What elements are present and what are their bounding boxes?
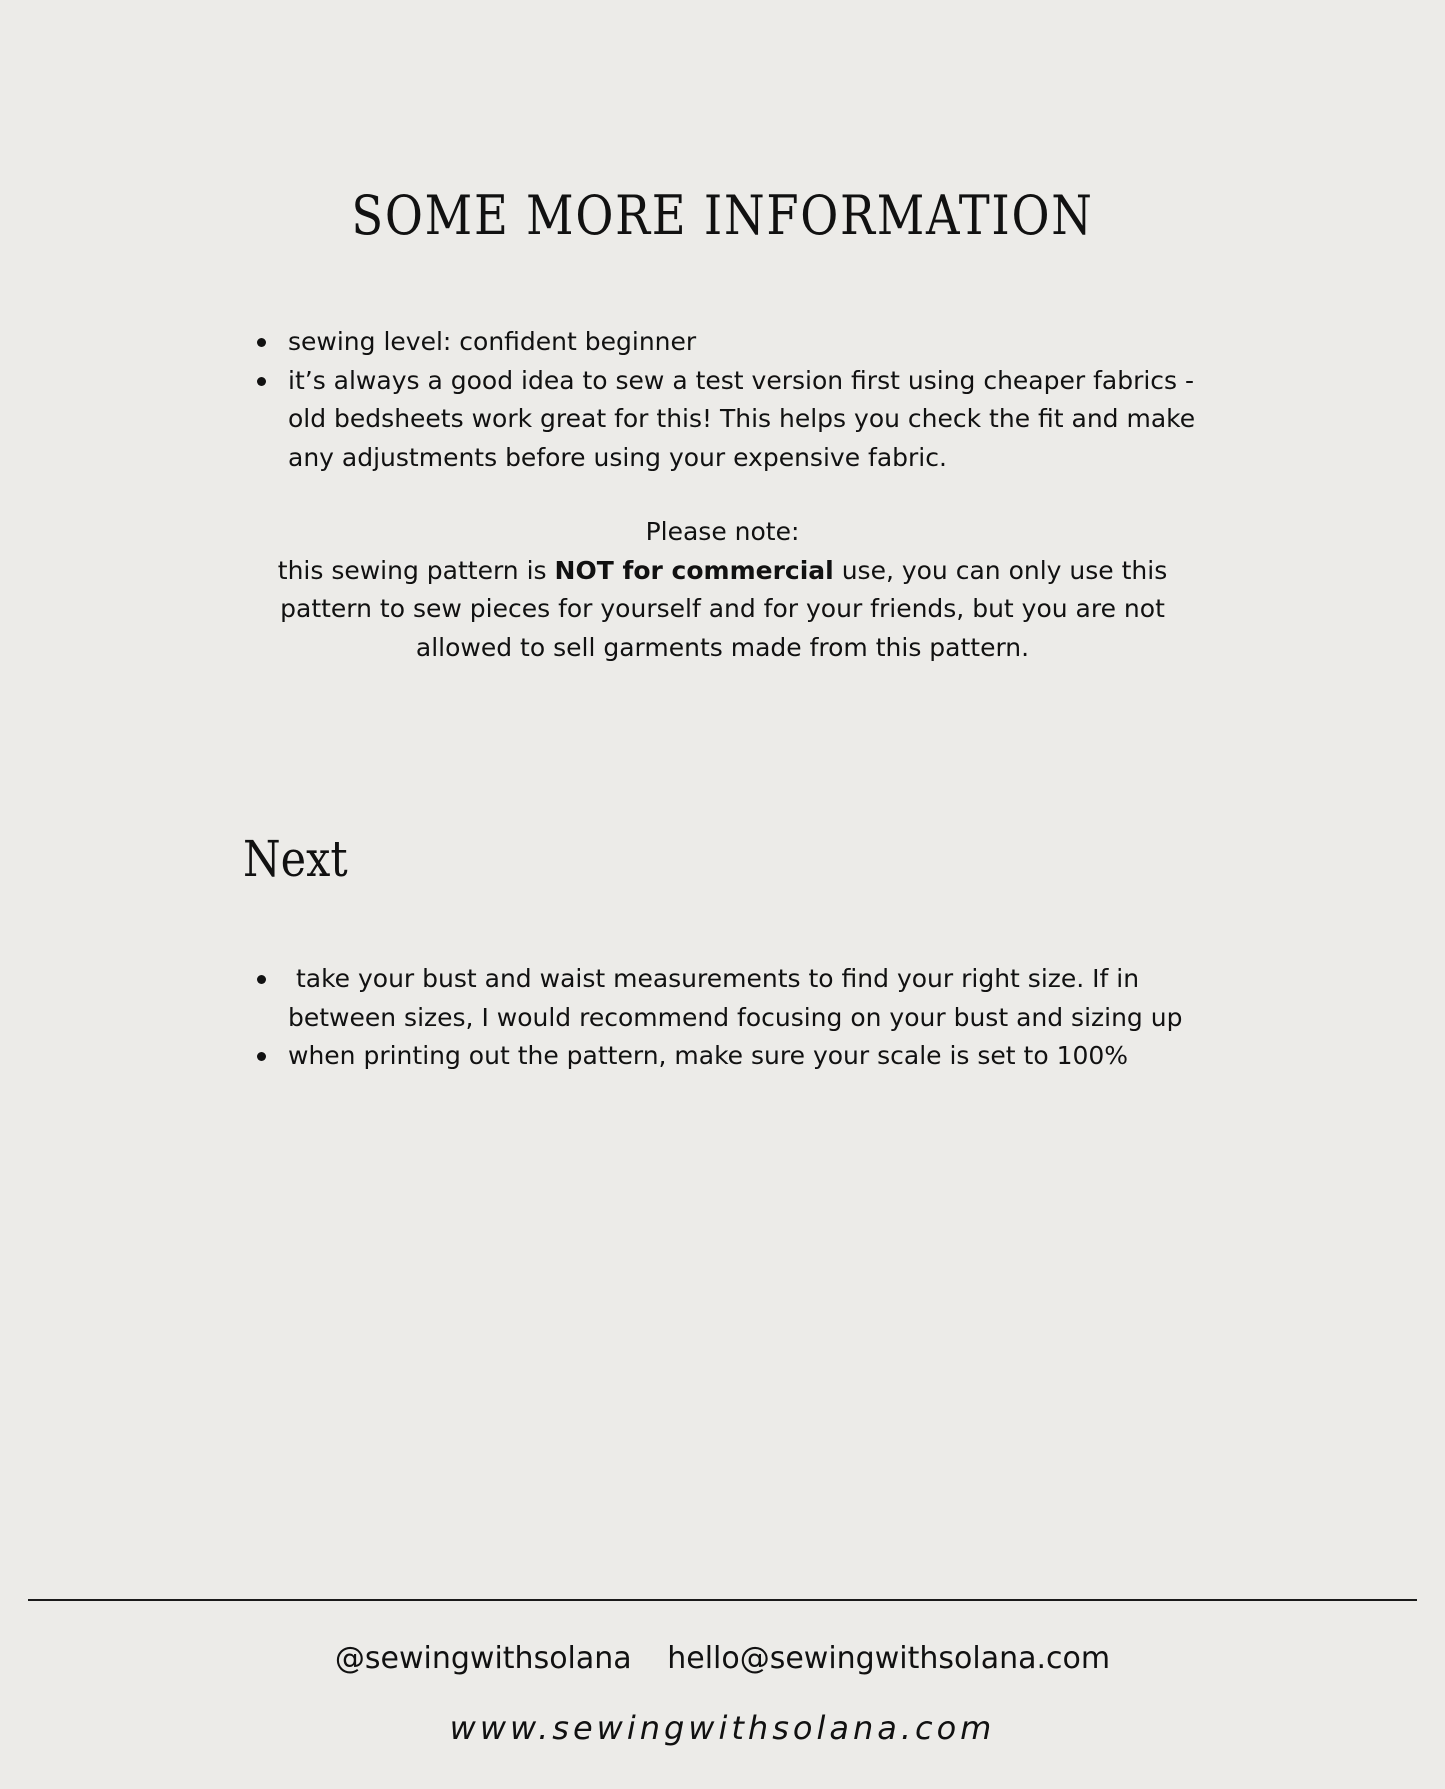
info-list bbox=[250, 323, 1210, 477]
bullet-icon bbox=[257, 338, 266, 347]
list-item bbox=[250, 1037, 1210, 1076]
footer-divider bbox=[28, 1599, 1417, 1601]
footer-contacts bbox=[0, 1638, 1445, 1680]
instagram-handle-link[interactable]: @sewingwithsolana bbox=[334, 1641, 632, 1676]
list-item bbox=[250, 323, 1210, 362]
list-item-text: it’s always a good idea to sew a test version first using cheaper fabrics - old bedsheets work great for this! This helps you check the fit and make any adjustments before using your expensive fabric. bbox=[288, 365, 1196, 472]
next-heading: Next bbox=[243, 830, 348, 888]
list-item-text: when printing out the pattern, make sure your scale is set to 100% bbox=[288, 1041, 1129, 1070]
next-steps-list bbox=[250, 960, 1210, 1076]
note-heading: Please note: bbox=[645, 517, 800, 546]
page-title: SOME MORE INFORMATION bbox=[351, 184, 1094, 247]
list-item bbox=[250, 960, 1210, 1037]
list-item-text: take your bust and waist measurements to find your right size. If in between sizes, I would recommend focusing on your bust and sizing up bbox=[288, 964, 1183, 1032]
email-link[interactable]: hello@sewingwithsolana.com bbox=[667, 1641, 1111, 1676]
list-item bbox=[250, 362, 1210, 478]
note-text bbox=[260, 552, 1185, 668]
note-block bbox=[260, 513, 1185, 667]
bullet-icon bbox=[257, 975, 266, 984]
bullet-icon bbox=[257, 377, 266, 386]
note-text-after: use, you can only use this pattern to sew pieces for yourself and for your friends, but you are not allowed to sell garments made from this pattern. bbox=[280, 555, 1168, 662]
note-text-before: this sewing pattern is bbox=[277, 555, 555, 585]
bullet-icon bbox=[257, 1052, 266, 1061]
list-item-text: sewing level: confident beginner bbox=[288, 327, 697, 356]
note-emphasis: NOT for commercial bbox=[554, 555, 834, 585]
website-link[interactable]: www.sewingwithsolana.com bbox=[449, 1709, 996, 1747]
